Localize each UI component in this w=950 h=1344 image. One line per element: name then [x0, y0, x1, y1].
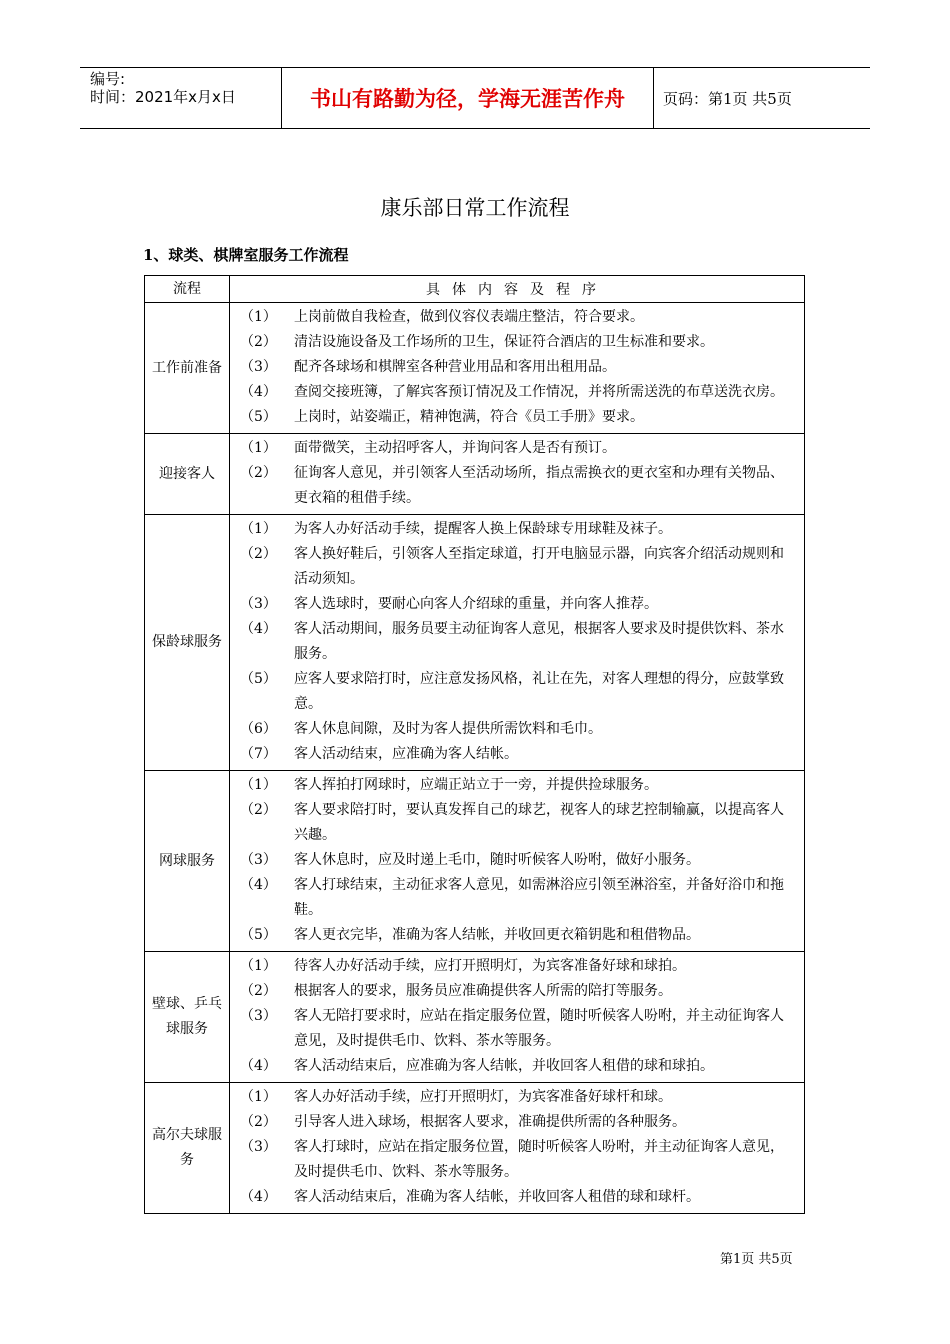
step-text: 客人休息间隙，及时为客人提供所需饮料和毛巾。 — [294, 721, 602, 737]
step-number: （4） — [240, 1189, 277, 1205]
process-name: 高尔夫球服务 — [145, 1083, 230, 1214]
step-text: 客人活动结束后，准确为客人结帐，并收回客人租借的球和球杆。 — [294, 1189, 700, 1205]
step-number: （2） — [240, 546, 277, 562]
table-row — [145, 1083, 805, 1214]
process-steps — [230, 434, 805, 515]
step-number: （2） — [240, 334, 277, 350]
step-item — [240, 848, 796, 873]
process-steps — [230, 1083, 805, 1214]
step-number: （1） — [240, 777, 277, 793]
step-item — [240, 517, 796, 542]
doc-time-label: 时间：2021年x月x日 — [90, 88, 236, 106]
step-text: 上岗前做自我检查，做到仪容仪表端庄整洁，符合要求。 — [294, 309, 644, 325]
step-item — [240, 1004, 796, 1054]
step-item — [240, 305, 796, 330]
step-number: （2） — [240, 983, 277, 999]
step-item — [240, 380, 796, 405]
step-number: （5） — [240, 927, 277, 943]
step-item — [240, 979, 796, 1004]
step-text: 征询客人意见，并引领客人至活动场所，指点需换衣的更衣室和办理有关物品、更衣箱的租借手续。 — [294, 465, 784, 506]
process-name: 网球服务 — [145, 771, 230, 952]
step-item — [240, 923, 796, 948]
step-item — [240, 798, 796, 848]
step-text: 客人要求陪打时，要认真发挥自己的球艺，视客人的球艺控制输赢，以提高客人兴趣。 — [294, 802, 784, 843]
step-number: （7） — [240, 746, 277, 762]
header-motto: 书山有路勤为径，学海无涯苦作舟 — [282, 68, 654, 128]
step-text: 应客人要求陪打时，应注意发扬风格，礼让在先，对客人理想的得分，应鼓掌致意。 — [294, 671, 784, 712]
step-number: （3） — [240, 596, 277, 612]
step-item — [240, 461, 796, 511]
step-text: 客人换好鞋后，引领客人至指定球道，打开电脑显示器，向宾客介绍活动规则和活动须知。 — [294, 546, 784, 587]
step-text: 为客人办好活动手续，提醒客人换上保龄球专用球鞋及袜子。 — [294, 521, 672, 537]
step-text: 引导客人进入球场，根据客人要求，准确提供所需的各种服务。 — [294, 1114, 686, 1130]
step-number: （6） — [240, 721, 277, 737]
step-item — [240, 1110, 796, 1135]
process-steps — [230, 303, 805, 434]
step-text: 客人活动结束后，应准确为客人结帐，并收回客人租借的球和球拍。 — [294, 1058, 714, 1074]
step-text: 根据客人的要求，服务员应准确提供客人所需的陪打等服务。 — [294, 983, 672, 999]
col-header-content: 具体内容及程序 — [230, 276, 805, 303]
table-row — [145, 515, 805, 771]
step-text: 查阅交接班簿，了解宾客预订情况及工作情况，并将所需送洗的布草送洗衣房。 — [294, 384, 784, 400]
step-text: 客人打球结束，主动征求客人意见，如需淋浴应引领至淋浴室，并备好浴巾和拖鞋。 — [294, 877, 784, 918]
step-number: （3） — [240, 359, 277, 375]
header-meta — [80, 68, 282, 128]
step-number: （4） — [240, 384, 277, 400]
process-name: 工作前准备 — [145, 303, 230, 434]
step-text: 客人无陪打要求时，应站在指定服务位置，随时听候客人吩咐，并主动征询客人意见，及时提供毛巾、饮料、茶水等服务。 — [294, 1008, 784, 1049]
step-number: （4） — [240, 877, 277, 893]
step-number: （1） — [240, 1089, 277, 1105]
process-name: 迎接客人 — [145, 434, 230, 515]
step-text: 客人更衣完毕，准确为客人结帐，并收回更衣箱钥匙和租借物品。 — [294, 927, 700, 943]
step-number: （1） — [240, 309, 277, 325]
step-item — [240, 742, 796, 767]
step-text: 客人办好活动手续，应打开照明灯，为宾客准备好球杆和球。 — [294, 1089, 672, 1105]
step-text: 客人活动结束，应准确为客人结帐。 — [294, 746, 518, 762]
step-item — [240, 1054, 796, 1079]
step-item — [240, 542, 796, 592]
step-item — [240, 717, 796, 742]
process-name: 壁球、乒乓球服务 — [145, 952, 230, 1083]
step-item — [240, 1135, 796, 1185]
step-number: （5） — [240, 671, 277, 687]
workflow-table — [144, 275, 805, 1214]
process-steps — [230, 771, 805, 952]
process-steps — [230, 515, 805, 771]
section-title: 1、球类、棋牌室服务工作流程 — [143, 246, 349, 264]
step-number: （3） — [240, 1139, 277, 1155]
step-number: （2） — [240, 465, 277, 481]
process-steps — [230, 952, 805, 1083]
step-item — [240, 1085, 796, 1110]
step-item — [240, 355, 796, 380]
step-item — [240, 873, 796, 923]
step-number: （2） — [240, 802, 277, 818]
step-item — [240, 617, 796, 667]
step-text: 客人挥拍打网球时，应端正站立于一旁，并提供捡球服务。 — [294, 777, 658, 793]
step-text: 待客人办好活动手续，应打开照明灯，为宾客准备好球和球拍。 — [294, 958, 686, 974]
table-header-row — [145, 276, 805, 303]
step-item — [240, 954, 796, 979]
step-number: （4） — [240, 621, 277, 637]
step-item — [240, 1185, 796, 1210]
document-title: 康乐部日常工作流程 — [380, 196, 570, 220]
step-item — [240, 592, 796, 617]
step-text: 面带微笑，主动招呼客人，并询问客人是否有预订。 — [294, 440, 616, 456]
step-item — [240, 773, 796, 798]
step-text: 客人打球时，应站在指定服务位置，随时听候客人吩咐，并主动征询客人意见，及时提供毛巾、饮料、茶水等服务。 — [294, 1139, 784, 1180]
step-item — [240, 667, 796, 717]
step-text: 配齐各球场和棋牌室各种营业用品和客用出租用品。 — [294, 359, 616, 375]
step-number: （5） — [240, 409, 277, 425]
step-text: 客人休息时，应及时递上毛巾，随时听候客人吩咐，做好小服务。 — [294, 852, 700, 868]
doc-number-label: 编号: — [90, 70, 126, 88]
step-text: 客人选球时，要耐心向客人介绍球的重量，并向客人推荐。 — [294, 596, 658, 612]
step-text: 上岗时，站姿端正，精神饱满，符合《员工手册》要求。 — [294, 409, 644, 425]
step-number: （1） — [240, 521, 277, 537]
col-header-process: 流程 — [145, 276, 230, 303]
process-name: 保龄球服务 — [145, 515, 230, 771]
page-header — [80, 67, 870, 129]
step-number: （4） — [240, 1058, 277, 1074]
table-row — [145, 952, 805, 1083]
page-footer: 第1页 共5页 — [720, 1252, 793, 1267]
step-text: 客人活动期间，服务员要主动征询客人意见，根据客人要求及时提供饮料、茶水服务。 — [294, 621, 784, 662]
step-number: （1） — [240, 440, 277, 456]
step-number: （1） — [240, 958, 277, 974]
step-number: （3） — [240, 852, 277, 868]
step-item — [240, 436, 796, 461]
table-row — [145, 303, 805, 434]
step-text: 清洁设施设备及工作场所的卫生，保证符合酒店的卫生标准和要求。 — [294, 334, 714, 350]
header-page-label: 页码：第1页 共5页 — [663, 89, 792, 108]
table-row — [145, 434, 805, 515]
table-row — [145, 771, 805, 952]
step-item — [240, 330, 796, 355]
step-number: （2） — [240, 1114, 277, 1130]
step-item — [240, 405, 796, 430]
step-number: （3） — [240, 1008, 277, 1024]
